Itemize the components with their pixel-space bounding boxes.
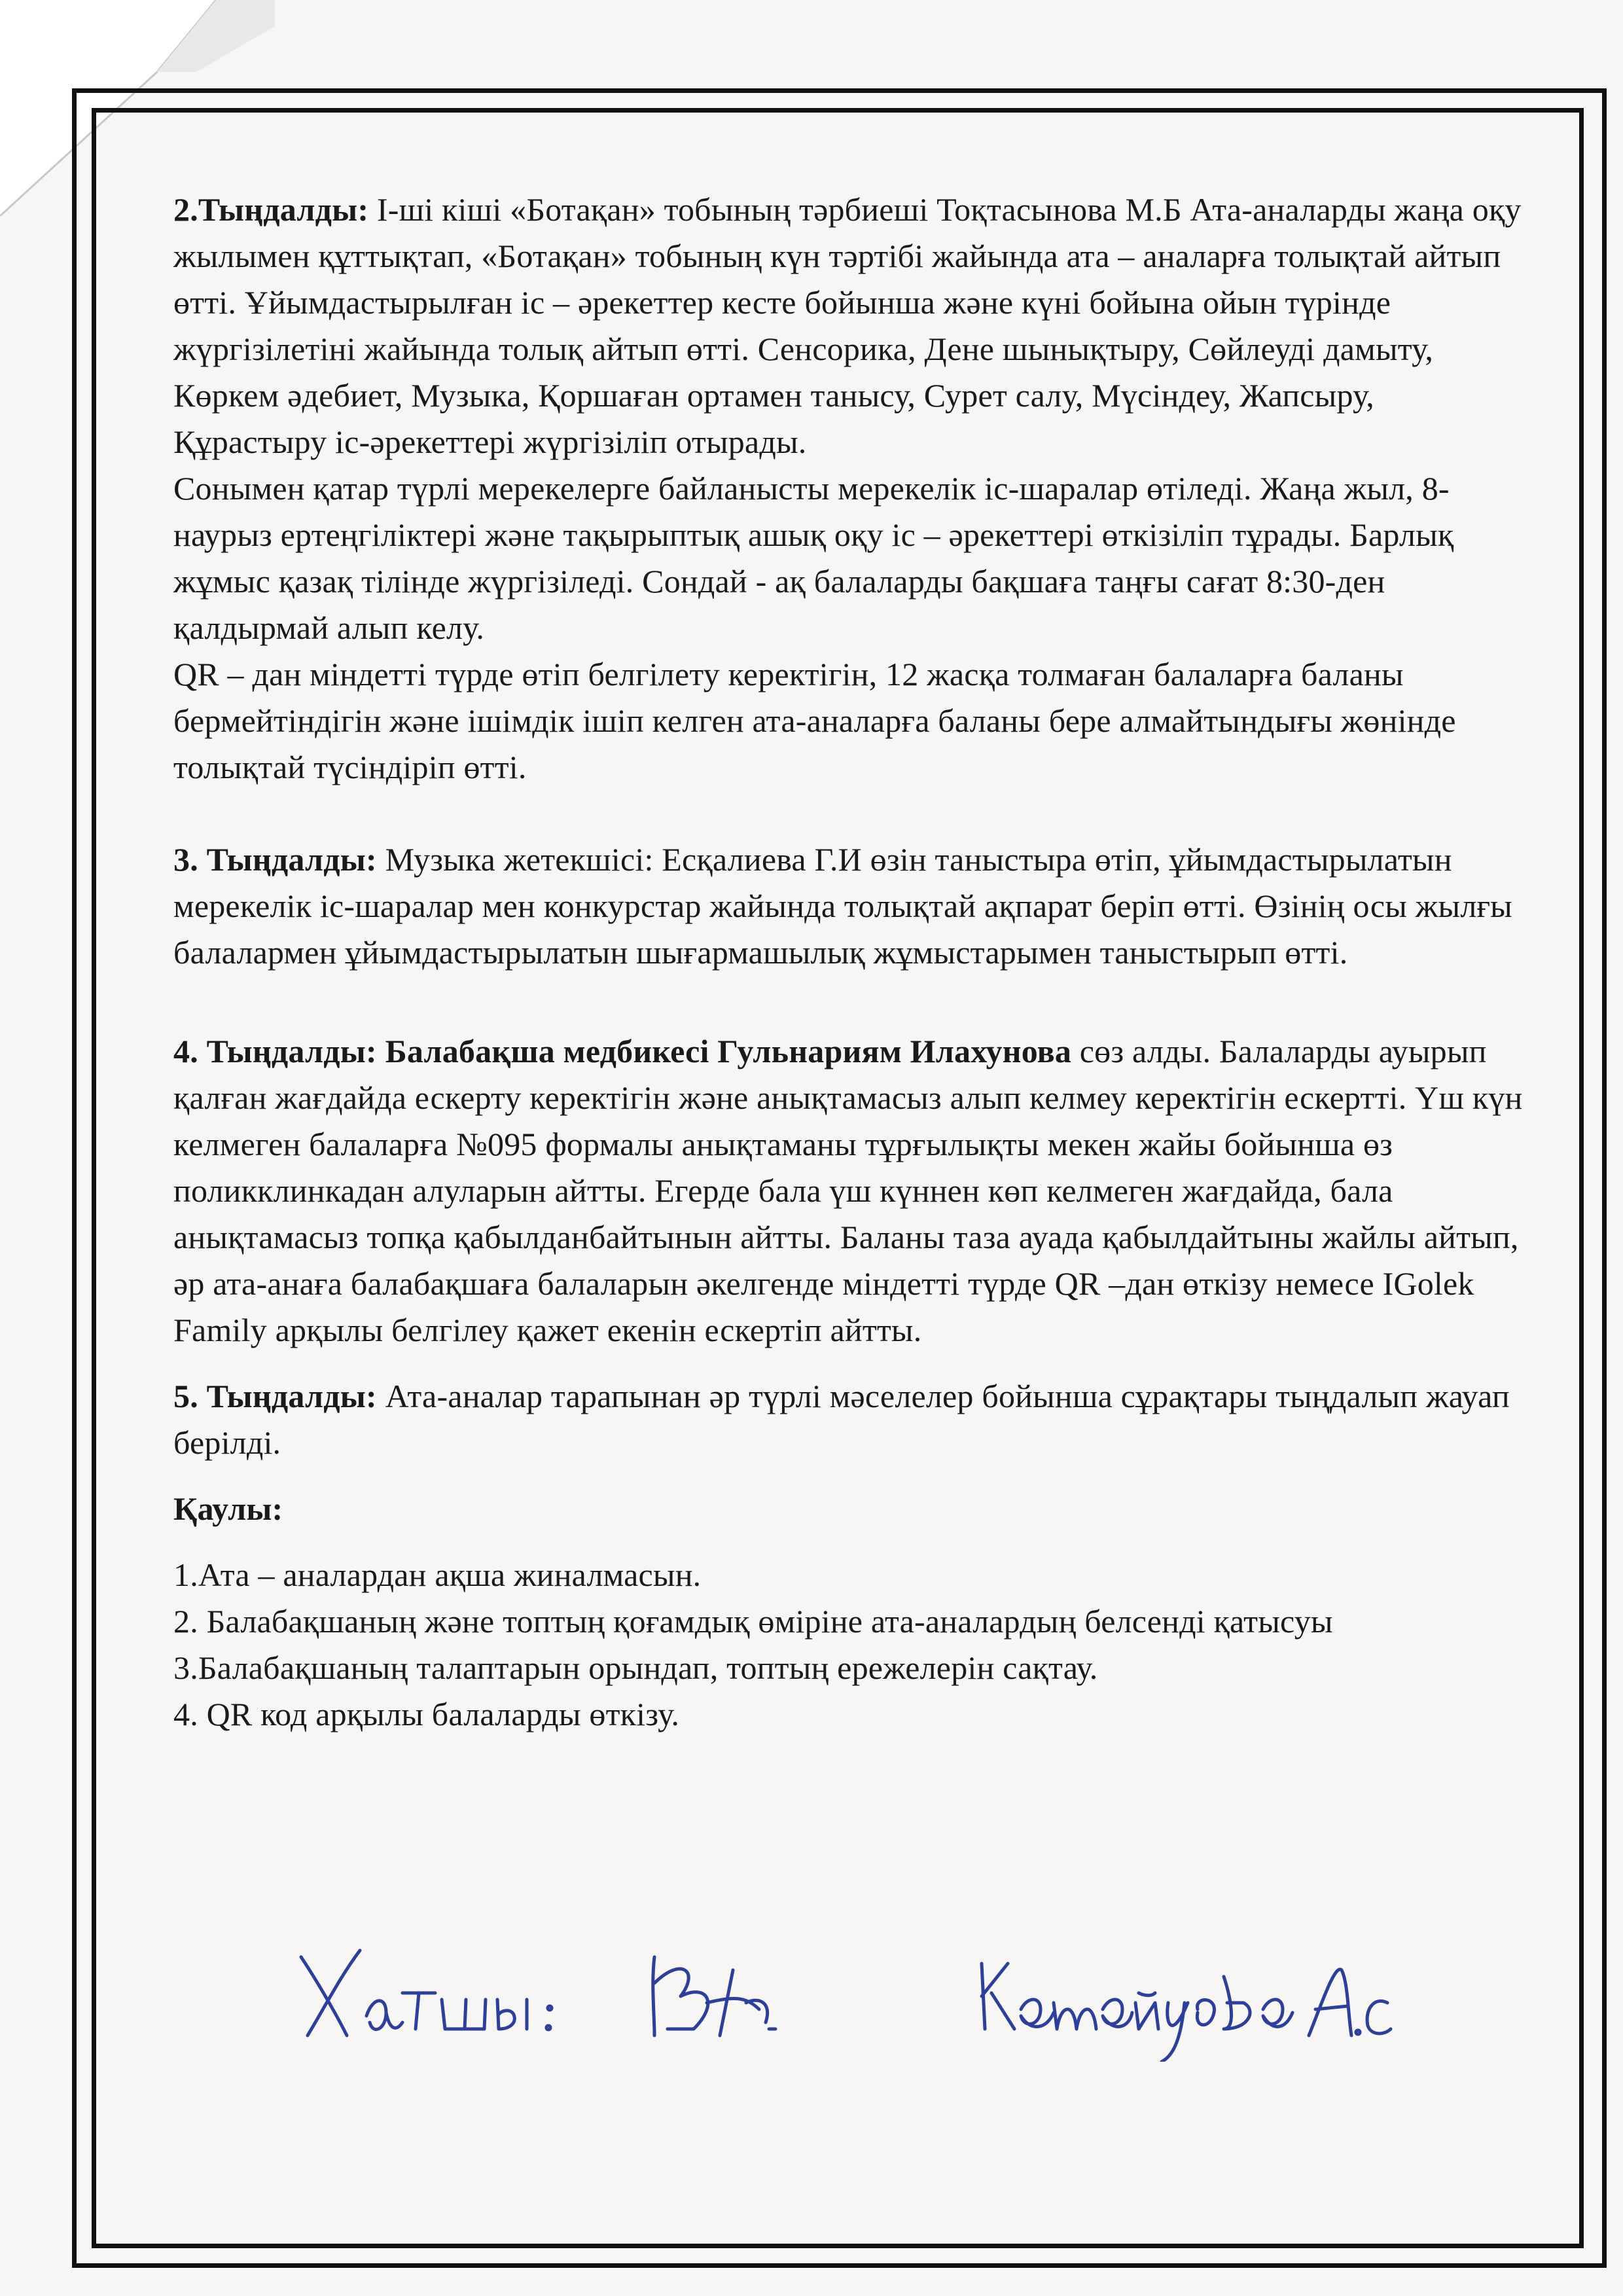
item-2-paragraph [173, 187, 1528, 465]
resolution-list [173, 1552, 1528, 1738]
item-3-heading: 3. Тыңдалды: [173, 841, 377, 878]
item-2-text-2: Сонымен қатар түрлі мерекелерге байланысты мерекелік іс-шаралар өтіледі. Жаңа жыл, 8-наурыз ертеңгіліктері және тақырыптық ашық оқу іс – әрекеттері өткізіліп тұрады. Барлық жұмыс қазақ тілінде жүргізіледі. Сондай - ақ балаларды бақшаға таңғы сағат 8:30-ден қалдырмай алып келу. [173, 470, 1454, 646]
signature-drawing [288, 1931, 1400, 2062]
item-3-text: Музыка жетекшісі: Есқалиева Г.И өзін таныстыра өтіп, ұйымдастырылатын мерекелік іс-шаралар мен конкурстар жайында толықтай ақпарат беріп өтті. Өзінің осы жылғы балалармен ұйымдастырылатын шығармашылық жұмыстарымен таныстырып өтті. [173, 841, 1512, 971]
document-body [173, 187, 1528, 1738]
item-3-paragraph [173, 836, 1528, 976]
resolution-item: 4. QR код арқылы балаларды өткізу. [173, 1696, 680, 1732]
item-4-text: сөз алды. Балаларды ауырып қалған жағдайда ескерту керектігін және анықтамасыз алып келмеу керектігін ескертті. Үш күн келмеген балаларға №095 формалы анықтаманы тұрғылықты мекен жайы бойынша өз поликклинкадан алуларын айтты. Егерде бала үш күннен көп келмеген жағдайда, бала анықтамасыз топқа қабылданбайтынын айтты. Баланы таза ауада қабылдайтыны жайлы айтып, әр ата-анаға балабақшаға балаларын әкелгенде міндетті түрде QR –дан өткізу немесе IGolek Family арқылы белгілеу қажет екенін ескертіп айтты. [173, 1033, 1523, 1348]
resolution-heading-text: Қаулы: [173, 1490, 283, 1527]
item-2-paragraph-qr [173, 651, 1528, 791]
resolution-item: 3.Балабақшаның талаптарын орындап, топтың ережелерін сақтау. [173, 1649, 1098, 1686]
item-5-heading: 5. Тыңдалды: [173, 1378, 377, 1414]
item-2-heading: 2.Тыңдалды: [173, 191, 369, 228]
item-5-text: Ата-аналар тарапынан әр түрлі мәселелер бойынша сұрақтары тыңдалып жауап берілді. [173, 1378, 1510, 1461]
item-2-text-3: QR – дан міндетті түрде өтіп белгілету керектігін, 12 жасқа толмаған балаларға баланы бермейтіндігін және ішімдік ішіп келген ата-аналарға баланы бере алмайтындығы жөнінде толықтай түсіндіріп өтті. [173, 656, 1456, 785]
item-5-paragraph [173, 1373, 1528, 1466]
resolution-item: 2. Балабақшаның және топтың қоғамдық өміріне ата-аналардың белсенді қатысуы [173, 1603, 1333, 1640]
resolution-item: 1.Ата – аналардан ақша жиналмасын. [173, 1556, 702, 1593]
handwritten-signature-block [288, 1931, 1400, 2062]
item-2-text: І-ші кіші «Ботақан» тобының тәрбиеші Тоқтасынова М.Б Ата-аналарды жаңа оқу жылымен құттықтап, «Ботақан» тобының күн тәртібі жайында ата – аналарға толықтай айтып өтті. Ұйымдастырылған іс – әрекеттер кесте бойынша және күні бойына ойын түрінде жүргізілетіні жайында толық айтып өтті. Сенсорика, Дене шынықтыру, Сөйлеуді дамыту, Көркем әдебиет, Музыка, Қоршаған ортамен танысу, Сурет салу, Мүсіндеу, Жапсыру, Құрастыру іс-әрекеттері жүргізіліп отырады. [173, 191, 1522, 460]
item-2-paragraph-continued [173, 465, 1528, 651]
resolution-heading [173, 1486, 1528, 1532]
item-4-heading: 4. Тыңдалды: Балабақша медбикесі Гульнариям Илахунова [173, 1033, 1072, 1069]
item-4-paragraph [173, 1028, 1528, 1354]
